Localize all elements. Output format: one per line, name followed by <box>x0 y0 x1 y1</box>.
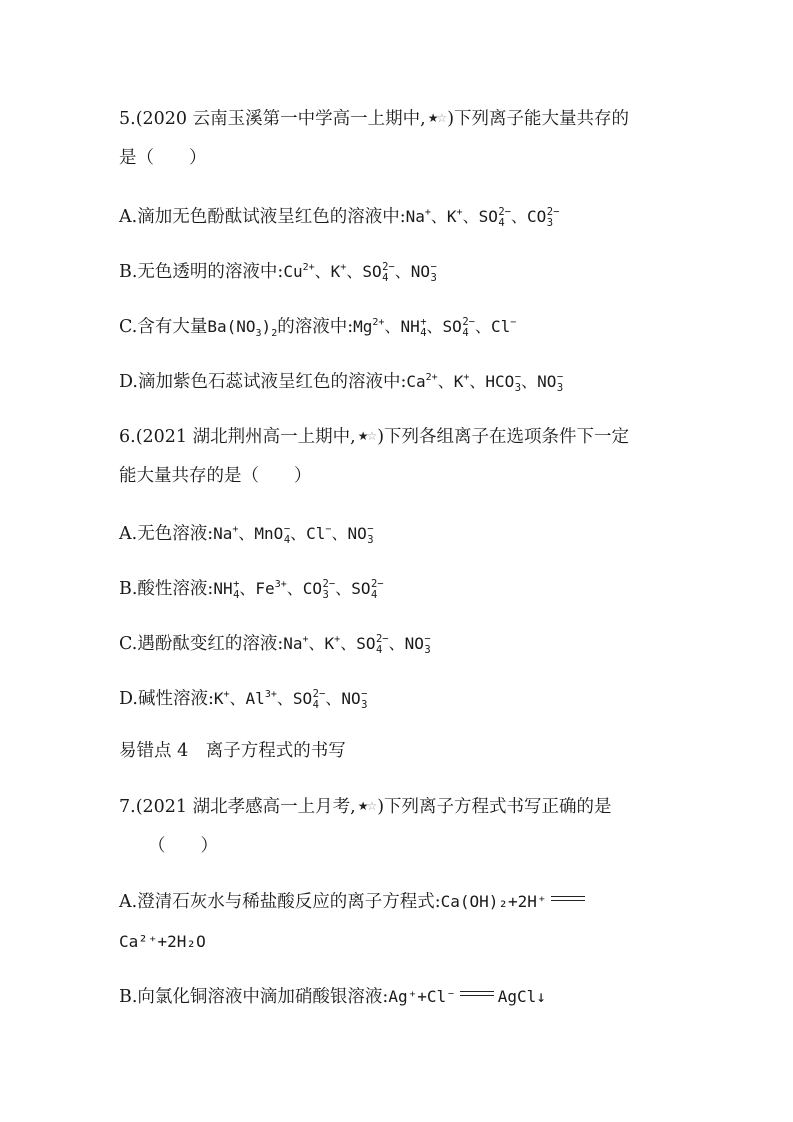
q7-option-a-label: A.澄清石灰水与稀盐酸反应的离子方程式: <box>119 892 441 912</box>
q6-option-c-label: C.遇酚酞变红的溶液: <box>119 634 284 654</box>
q6-option-b-label: B.酸性溶液: <box>119 579 214 599</box>
difficulty-star-icon: ★☆ <box>357 799 376 813</box>
q6-option-d-ions: K+、$Al^{3+}$、SO 2− 4 、NO − 3 <box>213 688 368 711</box>
difficulty-star-icon: ★☆ <box>357 429 376 443</box>
q5-stem-part-c: 是（ ） <box>119 148 207 168</box>
difficulty-star-icon: ★☆ <box>427 111 446 125</box>
q7-stem-line1 <box>119 794 763 819</box>
q6-option-a <box>119 518 763 546</box>
q7-option-a-products: Ca²⁺+2H₂O <box>119 932 206 951</box>
equals-sign-icon <box>460 991 494 996</box>
q7-stem-part-a: 7.(2021 湖北孝感高一上月考, <box>119 797 356 817</box>
q6-stem-part-a: 6.(2021 湖北荆州高一上期中, <box>119 427 356 447</box>
q6-stem-line1 <box>119 424 763 449</box>
q5-option-d-label: D.滴加紫色石蕊试液呈红色的溶液中: <box>119 372 407 392</box>
section-heading-text: 易错点 4 离子方程式的书写 <box>119 741 346 761</box>
q7-stem-part-b: )下列离子方程式书写正确的是 <box>377 797 612 817</box>
q7-option-a-cont <box>119 930 763 954</box>
q6-stem-part-b: )下列各组离子在选项条件下一定 <box>377 427 630 447</box>
q5-option-a-ions: Na+、K+、SO 2− 4 、CO 2− 3 <box>405 206 560 229</box>
q6-stem-line2 <box>119 464 763 488</box>
q7-option-a-reactants: Ca(OH)₂+2H⁺ <box>440 892 547 911</box>
section-heading <box>119 739 763 763</box>
q7-option-b-reactants: Ag⁺+Cl⁻ <box>388 987 456 1006</box>
q6-option-a-label: A.无色溶液: <box>119 524 214 544</box>
q5-stem-line1 <box>119 106 763 131</box>
q6-option-d-label: D.碱性溶液: <box>119 689 214 709</box>
q7-option-a <box>119 890 763 914</box>
q5-option-c <box>119 311 763 346</box>
q5-option-b-ions: $Cu^{2+}$、K+、SO 2− 4 、NO − 3 <box>283 261 437 284</box>
q5-stem-part-a: 5.(2020 云南玉溪第一中学高一上期中, <box>119 109 426 129</box>
q6-option-b <box>119 573 763 601</box>
q7-stem-line2 <box>148 834 763 858</box>
q5-option-d-ions: $Ca^{2+}$、K+、HCO − 3 、NO − 3 <box>406 371 564 394</box>
q6-option-c-ions: Na+、K+、SO 2− 4 、NO − 3 <box>283 633 431 656</box>
q5-option-c-label: C.含有大量 <box>119 317 208 337</box>
q6-option-a-ions: Na+、MnO − 4 、Cl−、NO − 3 <box>213 523 374 546</box>
q7-stem-part-c: （ ） <box>148 836 218 856</box>
q6-stem-part-c: 能大量共存的是（ ） <box>119 466 312 486</box>
q6-option-c <box>119 628 763 656</box>
q6-option-d <box>119 683 763 711</box>
q5-stem-line2 <box>119 146 763 170</box>
q5-option-b-label: B.无色透明的溶液中: <box>119 262 284 282</box>
q5-option-a-label: A.滴加无色酚酞试液呈红色的溶液中: <box>119 207 406 227</box>
equals-sign-icon <box>551 896 585 901</box>
q6-option-b-ions: NH + 4 、$Fe^{3+}$、CO 2− 3 、SO 2− 4 <box>213 578 384 601</box>
q7-option-b-product: AgCl↓ <box>497 987 546 1006</box>
q5-option-d <box>119 366 763 394</box>
q5-option-a <box>119 201 763 229</box>
q7-option-b-label: B.向氯化铜溶液中滴加硝酸银溶液: <box>119 987 389 1007</box>
q7-option-b <box>119 985 763 1009</box>
q5-option-c-ions: $Mg^{2+}$、NH + 4 、SO 2− 4 、Cl− <box>353 316 517 339</box>
q5-option-c-mid: 的溶液中: <box>277 317 354 337</box>
q5-stem-part-b: )下列离子能大量共存的 <box>447 109 630 129</box>
q5-option-c-salt: $Ba(NO_3)_2$ <box>207 317 278 339</box>
q5-option-b <box>119 256 763 284</box>
